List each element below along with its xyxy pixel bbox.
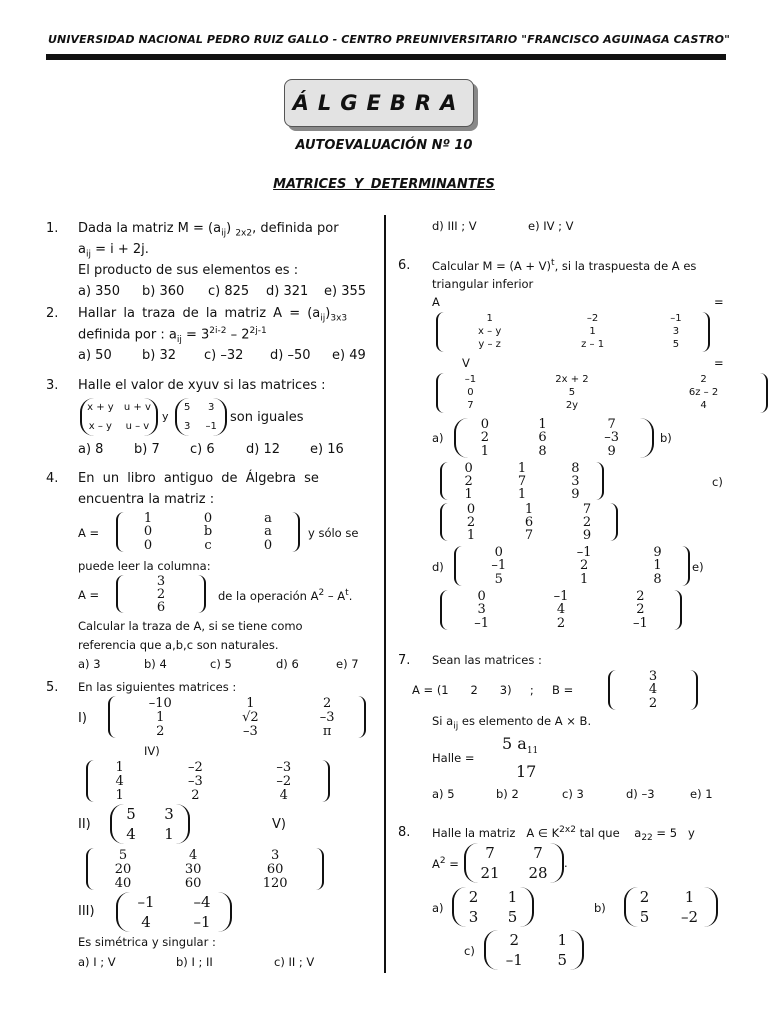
q8-lhs: $A^2$ = — [432, 856, 459, 871]
q5-label-IV: IV) — [144, 744, 160, 758]
q4-line1: En un libro antiguo de Álgebra se — [78, 471, 319, 486]
q5-label-II: II) — [78, 817, 91, 832]
q7-fraction-top: 5 $a_{11}$ — [502, 734, 539, 757]
q4-line4: Calcular la traza de A, si se tiene como — [78, 619, 303, 633]
q8-label-b: b) — [594, 901, 606, 915]
q5-options: a) I ; V b) I ; II c) II ; V — [78, 955, 315, 969]
q5-matrix-V: 5 4 3 20 30 60 40 60 120 — [86, 848, 324, 890]
q7-line1: Sean las matrices : — [432, 653, 542, 667]
q4-line5: referencia que a,b,c son naturales. — [78, 638, 279, 652]
q7-matrix-A-and-B-label: A = (1 2 3) ; B = — [412, 683, 574, 697]
q6-option-c-matrix: 0 1 7 2 6 2 1 7 9 — [440, 503, 618, 541]
column-divider — [384, 215, 386, 973]
q1-number: 1. — [46, 221, 59, 236]
q5-label-III: III) — [78, 904, 95, 919]
topic-heading: MATRICES Y DETERMINANTES — [273, 177, 495, 192]
subtitle: AUTOEVALUACIÓN Nº 10 — [295, 138, 473, 153]
q4-matrix-A: 1 0 a 0 b a 0 c 0 — [116, 512, 300, 552]
q6-eq-A: = — [714, 295, 724, 309]
q6-label-b: b) — [660, 431, 672, 445]
q5-number: 5. — [46, 680, 59, 695]
q6-label-d: d) — [432, 560, 444, 574]
q1-options: a) 350 b) 360 c) 825 d) 321 e) 355 — [78, 284, 367, 299]
q5-matrix-II: 5 3 4 1 — [110, 804, 190, 844]
q5-matrix-III: –1 –4 4 –1 — [116, 892, 232, 932]
q3-options: a) 8 b) 7 c) 6 d) 12 e) 16 — [78, 442, 344, 457]
q7-halle: Halle = — [432, 751, 475, 765]
q6-label-V: V — [462, 356, 470, 370]
institution-header: UNIVERSIDAD NACIONAL PEDRO RUIZ GALLO - CENTRO PREUNIVERSITARIO "FRANCISCO AGUINAGA CASTRO" — [48, 33, 730, 46]
q4-lhs-A2: A = — [78, 588, 100, 602]
q8-option-b-matrix: 2 1 5 –2 — [624, 887, 718, 927]
page-title: ÁLGEBRA — [284, 79, 474, 127]
q1-line2: $a_{ij} = i + 2j$. — [78, 242, 149, 260]
q6-line2: triangular inferior — [432, 277, 534, 291]
q6-matrix-A: 1 –2 –1 x – y 1 3 y – z z – 1 5 — [436, 312, 710, 352]
q6-label-A: A — [432, 295, 440, 309]
q4-line2: encuentra la matriz : — [78, 492, 215, 507]
q4-lhs-A: A = — [78, 526, 100, 540]
q6-label-c: c) — [712, 475, 723, 489]
q3-conjunction: y — [162, 410, 169, 423]
q6-matrix-V: –1 2x + 2 2 0 5 6z – 2 7 2y 4 — [436, 373, 768, 413]
q8-option-a-matrix: 2 1 3 5 — [452, 887, 534, 927]
q8-number: 8. — [398, 825, 411, 840]
q5-label-V: V) — [272, 817, 286, 832]
q8-matrix-A-squared: 7 7 21 28 — [464, 843, 564, 883]
q8-period: . — [564, 856, 568, 870]
q7-matrix-B: 3 4 2 — [608, 670, 698, 710]
q2-options: a) 50 b) 32 c) –32 d) –50 e) 49 — [78, 348, 366, 363]
q5-options-cont: d) III ; V e) IV ; V — [432, 219, 574, 233]
q5-line1: En las siguientes matrices : — [78, 680, 237, 694]
q2-number: 2. — [46, 306, 59, 321]
q4-tail1: y sólo se — [308, 526, 359, 540]
q5-label-I: I) — [78, 711, 87, 726]
q7-number: 7. — [398, 653, 411, 668]
q5-matrix-IV: 1 –2 –3 4 –3 –2 1 2 4 — [86, 760, 330, 802]
q8-line1: Halle la matriz A ∈ $K^{2x2}$ tal que $a_{22} = 5$ y — [432, 825, 695, 844]
q6-label-e: e) — [692, 560, 704, 574]
q4-number: 4. — [46, 471, 59, 486]
q8-option-c-matrix: 2 1 –1 5 — [484, 930, 584, 970]
header-rule — [46, 54, 726, 60]
q6-number: 6. — [398, 258, 411, 273]
q5-matrix-I: –10 1 2 1 √2 –3 2 –3 π — [108, 696, 366, 738]
q7-line2: Si $a_{ij}$ es elemento de A × B. — [432, 714, 592, 732]
q1-line3: El producto de sus elementos es : — [78, 263, 299, 278]
q3-matrix-2: 5 3 3 –1 — [175, 398, 227, 436]
q8-label-a: a) — [432, 901, 444, 915]
q3-line1: Halle el valor de xyuv si las matrices : — [78, 378, 326, 393]
q3-number: 3. — [46, 378, 59, 393]
q8-label-c: c) — [464, 944, 475, 958]
q4-line3: puede leer la columna: — [78, 559, 211, 573]
q3-tail: son iguales — [230, 410, 304, 425]
q6-line1: Calcular $M = (A + V)^t$, si la traspuesta de A es — [432, 258, 697, 273]
q6-option-a-matrix: 0 1 7 2 6 –3 1 8 9 — [454, 418, 654, 458]
q7-fraction-bottom: 17 — [516, 762, 537, 781]
q4-column-vector: 3 2 6 — [116, 575, 206, 613]
q2-line2: definida por : $a_{ij} = 3^{2i-2} - 2^{2j-1}$ — [78, 326, 267, 345]
q4-operation: de la operación $A^2 - A^t$. — [218, 588, 353, 603]
q1-line1: Dada la matriz $M = (a_{ij})$ $_{2x2}$, definida por — [78, 221, 339, 239]
q6-option-d-matrix: 0 –1 9 –1 2 1 5 1 8 — [454, 546, 690, 586]
q3-matrix-1: x + y u + v x – y u – v — [80, 398, 158, 436]
q6-option-e-matrix: 0 –1 2 3 4 2 –1 2 –1 — [440, 590, 682, 630]
q6-option-b-matrix: 0 1 8 2 7 3 1 1 9 — [440, 462, 604, 500]
q2-line1: Hallar la traza de la matriz $A = (a_{ij})_{3x3}$ — [78, 306, 348, 324]
q4-options: a) 3 b) 4 c) 5 d) 6 e) 7 — [78, 657, 359, 671]
q7-options: a) 5 b) 2 c) 3 d) –3 e) 1 — [432, 787, 713, 801]
q5-line2: Es simétrica y singular : — [78, 935, 216, 949]
q6-eq-V: = — [714, 356, 724, 370]
q6-label-a: a) — [432, 431, 444, 445]
